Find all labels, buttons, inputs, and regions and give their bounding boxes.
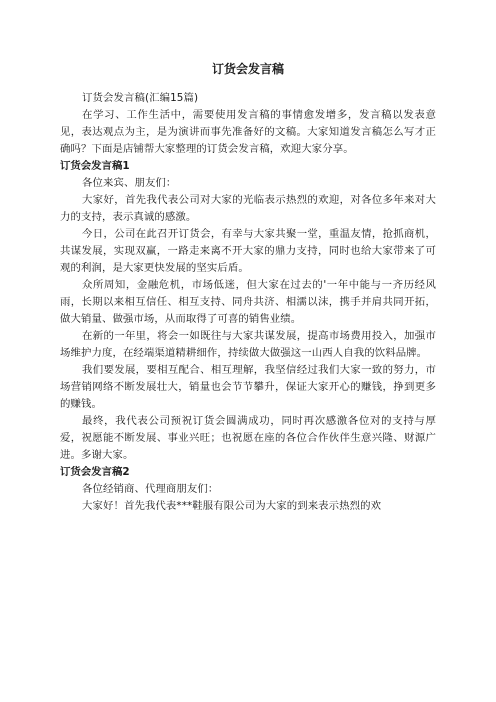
intro-subtitle: 订货会发言稿(汇编15篇) [82, 92, 199, 104]
section-1-paragraph: 最终，我代表公司预祝订货会圆满成功，同时再次感激各位对的支持与厚爱，祝愿能不断发展、事业兴旺；也祝愿在座的各位合作伙伴生意兴隆、财源广进。多谢大家。 [60, 415, 436, 461]
section-2-paragraph: 大家好！首先我代表***鞋服有限公司为大家的到来表示热烈的欢 [82, 500, 382, 512]
section-2-paragraph: 各位经销商、代理商朋友们： [82, 483, 219, 495]
section-1-paragraph: 在新的一年里，将会一如既往与大家共谋发展，提高市场费用投入，加强市场维护力度，在经端渠道精耕细作，持续做大做强这一山西人自我的饮料品牌。 [60, 330, 436, 359]
intro-paragraph: 在学习、工作生活中，需要使用发言稿的事情愈发增多，发言稿以发表意见，表达观点为主，是为演讲而事先准备好的文稿。大家知道发言稿怎么写才正确吗？下面是店铺帮大家整理的订货会发言稿，欢迎大家分享。 [60, 109, 436, 155]
section-1-paragraph: 今日，公司在此召开订货会，有幸与大家共聚一堂，重温友情，抢抓商机，共谋发展，实现双赢，一路走来离不开大家的鼎力支持，同时也给大家带来了可观的利润，是大家更快发展的坚实后盾。 [60, 228, 436, 274]
section-heading-2: 订货会发言稿2 [60, 466, 130, 478]
section-heading-1: 订货会发言稿1 [60, 160, 130, 172]
section-1-paragraph: 大家好，首先我代表公司对大家的光临表示热烈的欢迎，对各位多年来对大力的支持，表示真诚的感激。 [60, 194, 436, 223]
section-1-paragraph: 众所周知，金融危机，市场低迷，但大家在过去的'一年中能与一齐历经风雨，长期以来相互信任、相互支持、同舟共济、相濡以沫，携手并肩共同开拓，做大销量、做强市场，从而取得了可喜的销售业绩。 [60, 279, 436, 325]
document-title: 订货会发言稿 [211, 62, 284, 76]
section-1-paragraph: 我们要发展，要相互配合、相互理解，我坚信经过我们大家一致的努力，市场营销网络不断发展壮大，销量也会节节攀升，保证大家开心的赚钱，挣到更多的赚钱。 [60, 364, 436, 410]
section-1-paragraph: 各位来宾、朋友们： [82, 177, 177, 189]
